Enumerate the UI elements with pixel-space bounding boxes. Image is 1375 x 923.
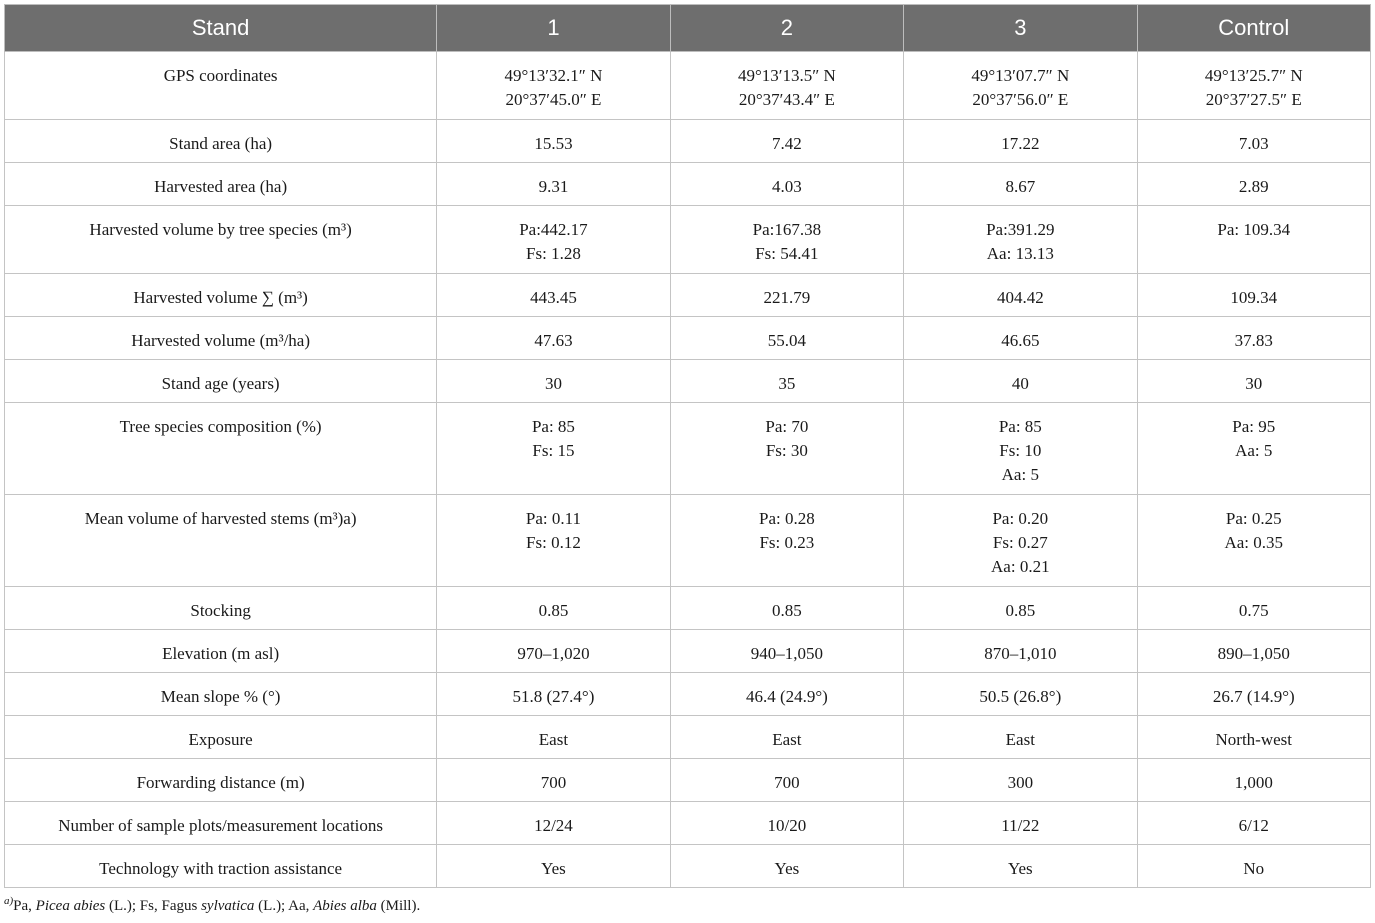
table-row	[5, 802, 1371, 845]
footnote-text: Abies alba	[313, 898, 377, 914]
cell-line: 51.8 (27.4°)	[512, 687, 595, 706]
row-label: Mean slope % (°)	[5, 673, 437, 716]
table-row	[5, 360, 1371, 403]
cell-line: Fs: 15	[532, 441, 575, 460]
row-label: GPS coordinates	[5, 52, 437, 120]
table-cell	[1137, 802, 1370, 845]
cell-line: Pa: 0.20	[992, 509, 1049, 528]
cell-line: 11/22	[1001, 816, 1040, 835]
table-cell	[670, 120, 903, 163]
table-cell	[670, 52, 903, 120]
row-label: Stocking	[5, 587, 437, 630]
footnote-text: Pa,	[13, 898, 36, 914]
table-cell	[1137, 163, 1370, 206]
cell-line: 9.31	[538, 177, 569, 196]
cell-line: Yes	[774, 859, 800, 878]
table-cell	[1137, 403, 1370, 495]
row-label: Harvested volume (m³/ha)	[5, 317, 437, 360]
row-label: Exposure	[5, 716, 437, 759]
cell-line: 47.63	[534, 331, 573, 350]
row-label: Number of sample plots/measurement locations	[5, 802, 437, 845]
table-cell	[437, 759, 670, 802]
row-label: Elevation (m asl)	[5, 630, 437, 673]
cell-line: 12/24	[534, 816, 573, 835]
table-cell	[670, 845, 903, 888]
cell-line: Fs: 30	[765, 441, 808, 460]
table-cell	[437, 52, 670, 120]
cell-line: Pa: 0.11	[525, 509, 581, 528]
table-cell	[437, 120, 670, 163]
cell-line: 50.5 (26.8°)	[979, 687, 1062, 706]
table-row	[5, 587, 1371, 630]
cell-line: 49°13′25.7″ N	[1204, 66, 1303, 85]
row-label: Harvested volume ∑ (m³)	[5, 274, 437, 317]
table-cell	[904, 163, 1137, 206]
cell-line: 1,000	[1234, 773, 1273, 792]
table-cell	[670, 673, 903, 716]
cell-line: Pa:167.38	[752, 220, 822, 239]
cell-line: 40	[1011, 374, 1029, 393]
table-cell	[670, 317, 903, 360]
cell-line: 55.04	[767, 331, 806, 350]
header-row	[5, 5, 1371, 52]
table-row	[5, 845, 1371, 888]
table-cell	[437, 716, 670, 759]
cell-line: 0.85	[772, 601, 802, 620]
row-label: Technology with traction assistance	[5, 845, 437, 888]
table-cell	[670, 274, 903, 317]
cell-line: 10/20	[767, 816, 807, 835]
cell-line: Yes	[1007, 859, 1033, 878]
cell-line: 49°13′32.1″ N	[504, 66, 603, 85]
cell-line: Aa: 0.21	[991, 557, 1050, 576]
table-row	[5, 630, 1371, 673]
cell-line: Fs: 0.12	[526, 533, 581, 552]
row-label: Mean volume of harvested stems (m³)a)	[5, 495, 437, 587]
table-cell	[437, 317, 670, 360]
table-row	[5, 403, 1371, 495]
header-cell-3: 3	[904, 5, 1137, 52]
cell-line: 49°13′07.7″ N	[971, 66, 1070, 85]
footnote-text: (Mill).	[376, 898, 421, 914]
table-cell	[1137, 630, 1370, 673]
cell-line: 7.03	[1238, 134, 1269, 153]
cell-line: 940–1,050	[750, 644, 823, 663]
cell-line: 443.45	[530, 288, 577, 307]
table-cell	[670, 495, 903, 587]
table-cell	[904, 630, 1137, 673]
table-cell	[904, 716, 1137, 759]
cell-line: Yes	[541, 859, 566, 878]
cell-line: Pa: 109.34	[1217, 220, 1291, 239]
table-cell	[904, 759, 1137, 802]
table-footnote	[4, 895, 1371, 915]
table-cell	[904, 206, 1137, 274]
table-cell	[437, 673, 670, 716]
cell-line: East	[538, 730, 569, 749]
table-row	[5, 274, 1371, 317]
cell-line: 20°37′56.0″ E	[972, 90, 1069, 109]
table-cell	[437, 802, 670, 845]
cell-line: 15.53	[534, 134, 573, 153]
footnote-text: (L.); Fs, Fagus	[105, 898, 202, 914]
table-row	[5, 317, 1371, 360]
table-cell	[904, 845, 1137, 888]
cell-line: 221.79	[763, 288, 811, 307]
table-cell	[437, 206, 670, 274]
cell-line: 6/12	[1238, 816, 1269, 835]
table-cell	[1137, 274, 1370, 317]
cell-line: 970–1,020	[517, 644, 590, 663]
table-cell	[1137, 759, 1370, 802]
cell-line: No	[1243, 859, 1265, 878]
table-cell	[670, 716, 903, 759]
cell-line: 20°37′43.4″ E	[738, 90, 835, 109]
footnote-marker: a)	[4, 895, 14, 907]
table-cell	[904, 317, 1137, 360]
header-cell-stand: Stand	[5, 5, 437, 52]
cell-line: 700	[774, 773, 800, 792]
cell-line: 20°37′27.5″ E	[1205, 90, 1302, 109]
cell-line: 35	[778, 374, 796, 393]
cell-line: 2.89	[1238, 177, 1269, 196]
cell-line: Fs: 1.28	[526, 244, 581, 263]
table-row	[5, 716, 1371, 759]
cell-line: 890–1,050	[1217, 644, 1290, 663]
cell-line: North-west	[1215, 730, 1292, 749]
cell-line: 17.22	[1001, 134, 1040, 153]
table-cell	[904, 673, 1137, 716]
footnote-text: (L.); Aa,	[254, 898, 314, 914]
table-cell	[904, 52, 1137, 120]
table-cell	[670, 403, 903, 495]
cell-line: 7.42	[772, 134, 802, 153]
cell-line: 30	[1245, 374, 1263, 393]
table-cell	[437, 360, 670, 403]
cell-line: East	[1005, 730, 1035, 749]
cell-line: 37.83	[1234, 331, 1273, 350]
cell-line: Pa: 95	[1232, 417, 1276, 436]
footnote-text: Picea abies	[35, 898, 106, 914]
cell-line: Fs: 54.41	[755, 244, 819, 263]
table-cell	[1137, 587, 1370, 630]
table-cell	[904, 802, 1137, 845]
stand-characteristics-table	[4, 4, 1371, 888]
cell-line: 20°37′45.0″ E	[505, 90, 602, 109]
cell-line: Pa: 0.25	[1225, 509, 1282, 528]
table-row	[5, 163, 1371, 206]
table-cell	[1137, 52, 1370, 120]
cell-line: Pa: 0.28	[759, 509, 815, 528]
row-label: Stand area (ha)	[5, 120, 437, 163]
table-cell	[1137, 716, 1370, 759]
cell-line: 870–1,010	[984, 644, 1057, 663]
table-cell	[670, 360, 903, 403]
table-cell	[437, 495, 670, 587]
table-cell	[670, 163, 903, 206]
table-cell	[437, 274, 670, 317]
table-cell	[1137, 495, 1370, 587]
table-cell	[437, 630, 670, 673]
table-cell	[1137, 360, 1370, 403]
row-label: Harvested area (ha)	[5, 163, 437, 206]
table-cell	[670, 630, 903, 673]
table-cell	[1137, 673, 1370, 716]
cell-line: Pa: 85	[998, 417, 1042, 436]
cell-line: 8.67	[1005, 177, 1036, 196]
cell-line: 700	[540, 773, 567, 792]
table-cell	[904, 587, 1137, 630]
table-cell	[1137, 845, 1370, 888]
table-cell	[437, 403, 670, 495]
header-cell-2: 2	[670, 5, 903, 52]
table-cell	[1137, 206, 1370, 274]
table-cell	[1137, 120, 1370, 163]
table-row	[5, 52, 1371, 120]
data-table-container	[4, 4, 1371, 915]
cell-line: Aa: 5	[1001, 465, 1039, 484]
table-cell	[1137, 317, 1370, 360]
table-cell	[670, 802, 903, 845]
cell-line: 46.65	[1001, 331, 1040, 350]
footnote-text: sylvatica	[201, 898, 255, 914]
row-label: Harvested volume by tree species (m³)	[5, 206, 437, 274]
cell-line: 30	[544, 374, 562, 393]
table-cell	[904, 360, 1137, 403]
table-cell	[437, 845, 670, 888]
cell-line: 300	[1007, 773, 1034, 792]
table-cell	[437, 587, 670, 630]
table-row	[5, 495, 1371, 587]
cell-line: 46.4 (24.9°)	[745, 687, 828, 706]
cell-line: 0.75	[1238, 601, 1269, 620]
table-cell	[670, 206, 903, 274]
cell-line: East	[772, 730, 802, 749]
row-label: Stand age (years)	[5, 360, 437, 403]
cell-line: Fs: 0.23	[759, 533, 815, 552]
cell-line: 4.03	[772, 177, 802, 196]
cell-line: Aa: 5	[1235, 441, 1273, 460]
cell-line: 0.85	[538, 601, 569, 620]
row-label: Forwarding distance (m)	[5, 759, 437, 802]
table-cell	[904, 274, 1137, 317]
row-label: Tree species composition (%)	[5, 403, 437, 495]
table-body	[5, 52, 1371, 888]
cell-line: Pa: 70	[765, 417, 809, 436]
table-cell	[670, 759, 903, 802]
cell-line: 109.34	[1230, 288, 1278, 307]
cell-line: Pa: 85	[531, 417, 575, 436]
table-cell	[904, 495, 1137, 587]
table-cell	[904, 120, 1137, 163]
table-row	[5, 759, 1371, 802]
header-cell-control: Control	[1137, 5, 1370, 52]
table-cell	[670, 587, 903, 630]
table-cell	[904, 403, 1137, 495]
cell-line: Pa:442.17	[519, 220, 588, 239]
table-row	[5, 673, 1371, 716]
cell-line: Pa:391.29	[986, 220, 1055, 239]
cell-line: Aa: 0.35	[1224, 533, 1284, 552]
cell-line: Fs: 10	[999, 441, 1042, 460]
table-cell	[437, 163, 670, 206]
cell-line: 0.85	[1005, 601, 1036, 620]
table-row	[5, 120, 1371, 163]
cell-line: 404.42	[996, 288, 1044, 307]
header-cell-1: 1	[437, 5, 670, 52]
cell-line: Aa: 13.13	[986, 244, 1054, 263]
cell-line: 26.7 (14.9°)	[1212, 687, 1295, 706]
table-row	[5, 206, 1371, 274]
cell-line: 49°13′13.5″ N	[737, 66, 836, 85]
cell-line: Fs: 0.27	[992, 533, 1048, 552]
